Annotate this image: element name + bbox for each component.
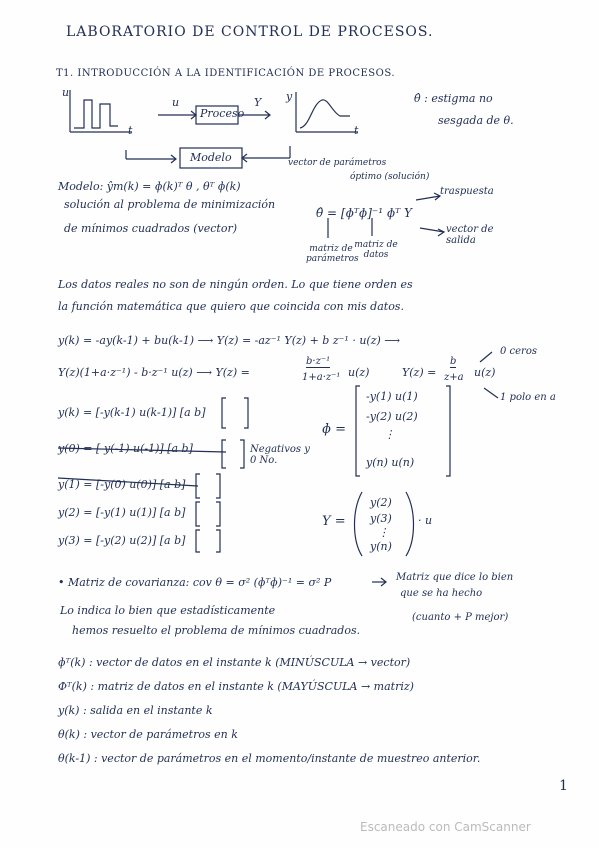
proceso-label: Proceso xyxy=(200,107,245,120)
definition-theta-prev: θ(k-1) : vector de parámetros en el momento/instante de muestreo anterior. xyxy=(58,752,481,765)
datos-line-1: Los datos reales no son de ningún orden. Lo que tiene orden es xyxy=(58,278,413,291)
solucion-line-2: de mínimos cuadrados (vector) xyxy=(64,222,238,235)
transfer-eq-d: u(z) xyxy=(474,366,496,379)
cov-note-3: (cuanto + P mejor) xyxy=(412,612,509,623)
phi-row-4: y(n) u(n) xyxy=(366,456,415,469)
Y-row-4: y(n) xyxy=(370,540,392,553)
covariance-line: • Matriz de covarianza: cov θ = σ² (ɸᵀɸ)⁻¹ = σ² P xyxy=(58,576,332,589)
transfer-eq-c: Y(z) = xyxy=(402,366,437,379)
transfer-eq-a: Y(z)(1+a·z⁻¹) - b·z⁻¹ u(z) ⟶ Y(z) = xyxy=(58,366,250,379)
Y-label: Y = xyxy=(322,514,346,529)
page-number: 1 xyxy=(559,778,568,794)
ceros-note: 0 ceros xyxy=(500,346,537,357)
u-axis-label: u xyxy=(62,86,70,99)
page-title: LABORATORIO DE CONTROL DE PROCESOS. xyxy=(66,24,434,40)
modelo-equation: Modelo: ŷm(k) = ɸ(k)ᵀ θ , θᵀ ɸ(k) xyxy=(58,180,241,193)
y2-row: y(2) = [-y(1) u(1)] [a b] xyxy=(58,506,186,519)
t-axis-label: t xyxy=(128,124,133,137)
yk-row: y(k) = [-y(k-1) u(k-1)] [a b] xyxy=(58,406,206,419)
vector-param-note: vector de parámetros xyxy=(288,158,387,168)
definition-output: y(k) : salida en el instante k xyxy=(58,704,213,717)
y3-row: y(3) = [-y(2) u(2)] [a b] xyxy=(58,534,186,547)
t-axis-label-2: t xyxy=(354,124,359,137)
vector-salida-note: vector de salida xyxy=(446,224,494,246)
y0-row: y(0) = [-y(-1) u(-1)] [a b] xyxy=(58,442,193,455)
optimo-note: óptimo (solución) xyxy=(350,172,430,182)
indica-line-1: Lo indica lo bien que estadísticamente xyxy=(60,604,276,617)
Y-suffix: · u xyxy=(418,514,433,527)
y-axis-label: y xyxy=(286,90,293,103)
frac1-num: b·z⁻¹ xyxy=(306,356,331,367)
datos-line-2: la función matemática que quiero que coincida con mis datos. xyxy=(58,300,404,313)
matriz-param-note: matriz de parámetros xyxy=(306,244,359,264)
matriz-datos-note: matriz de datos xyxy=(354,240,398,260)
difference-equation: y(k) = -ay(k-1) + bu(k-1) ⟶ Y(z) = -az⁻¹ Y(z) + b z⁻¹ · u(z) ⟶ xyxy=(58,334,401,347)
definition-phi-matrix: Φᵀ(k) : matriz de datos en el instante k (MAYÚSCULA → matriz) xyxy=(58,680,414,693)
theta-ls-equation: θ̂ = [ɸᵀɸ]⁻¹ ɸᵀ Y xyxy=(316,206,412,220)
y1-row: y(1) = [-y(0) u(0)] [a b] xyxy=(58,478,186,491)
Y-row-3: ⋮ xyxy=(378,526,389,539)
definition-theta: θ(k) : vector de parámetros en k xyxy=(58,728,238,741)
phi-row-2: -y(2) u(2) xyxy=(366,410,418,423)
modelo-label: Modelo xyxy=(190,151,232,164)
transfer-eq-b: u(z) xyxy=(348,366,370,379)
frac1-den: 1+a·z⁻¹ xyxy=(302,372,341,383)
camscanner-watermark: Escaneado con CamScanner xyxy=(360,820,531,834)
phi-row-3: ⋮ xyxy=(384,428,395,441)
u-signal-label: u xyxy=(172,96,180,109)
sesgada-line: sesgada de θ. xyxy=(438,114,514,127)
phi-label: ɸ = xyxy=(322,422,347,437)
estigma-line: θ̂ : estigma no xyxy=(414,92,493,105)
indica-line-2: hemos resuelto el problema de mínimos cuadrados. xyxy=(72,624,361,637)
frac2-den: z+a xyxy=(444,372,464,383)
y-signal-label: Y xyxy=(254,96,262,109)
frac2-num: b xyxy=(450,356,457,367)
Y-row-1: y(2) xyxy=(370,496,392,509)
cov-note-1: Matriz que dice lo bien xyxy=(396,572,514,583)
phi-row-1: -y(1) u(1) xyxy=(366,390,418,403)
solucion-line-1: solución al problema de minimización xyxy=(64,198,276,211)
cov-note-2: que se ha hecho xyxy=(400,588,483,599)
section-heading: T1. INTRODUCCIÓN A LA IDENTIFICACIÓN DE PROCESOS. xyxy=(56,68,396,79)
negativos-note: Negativos y 0 No. xyxy=(250,444,310,466)
polo-note: 1 polo en a xyxy=(500,392,556,403)
definition-phi-vector: ɸᵀ(k) : vector de datos en el instante k (MINÚSCULA → vector) xyxy=(58,656,411,669)
Y-row-2: y(3) xyxy=(370,512,392,525)
traspuesta-note: traspuesta xyxy=(440,186,494,197)
